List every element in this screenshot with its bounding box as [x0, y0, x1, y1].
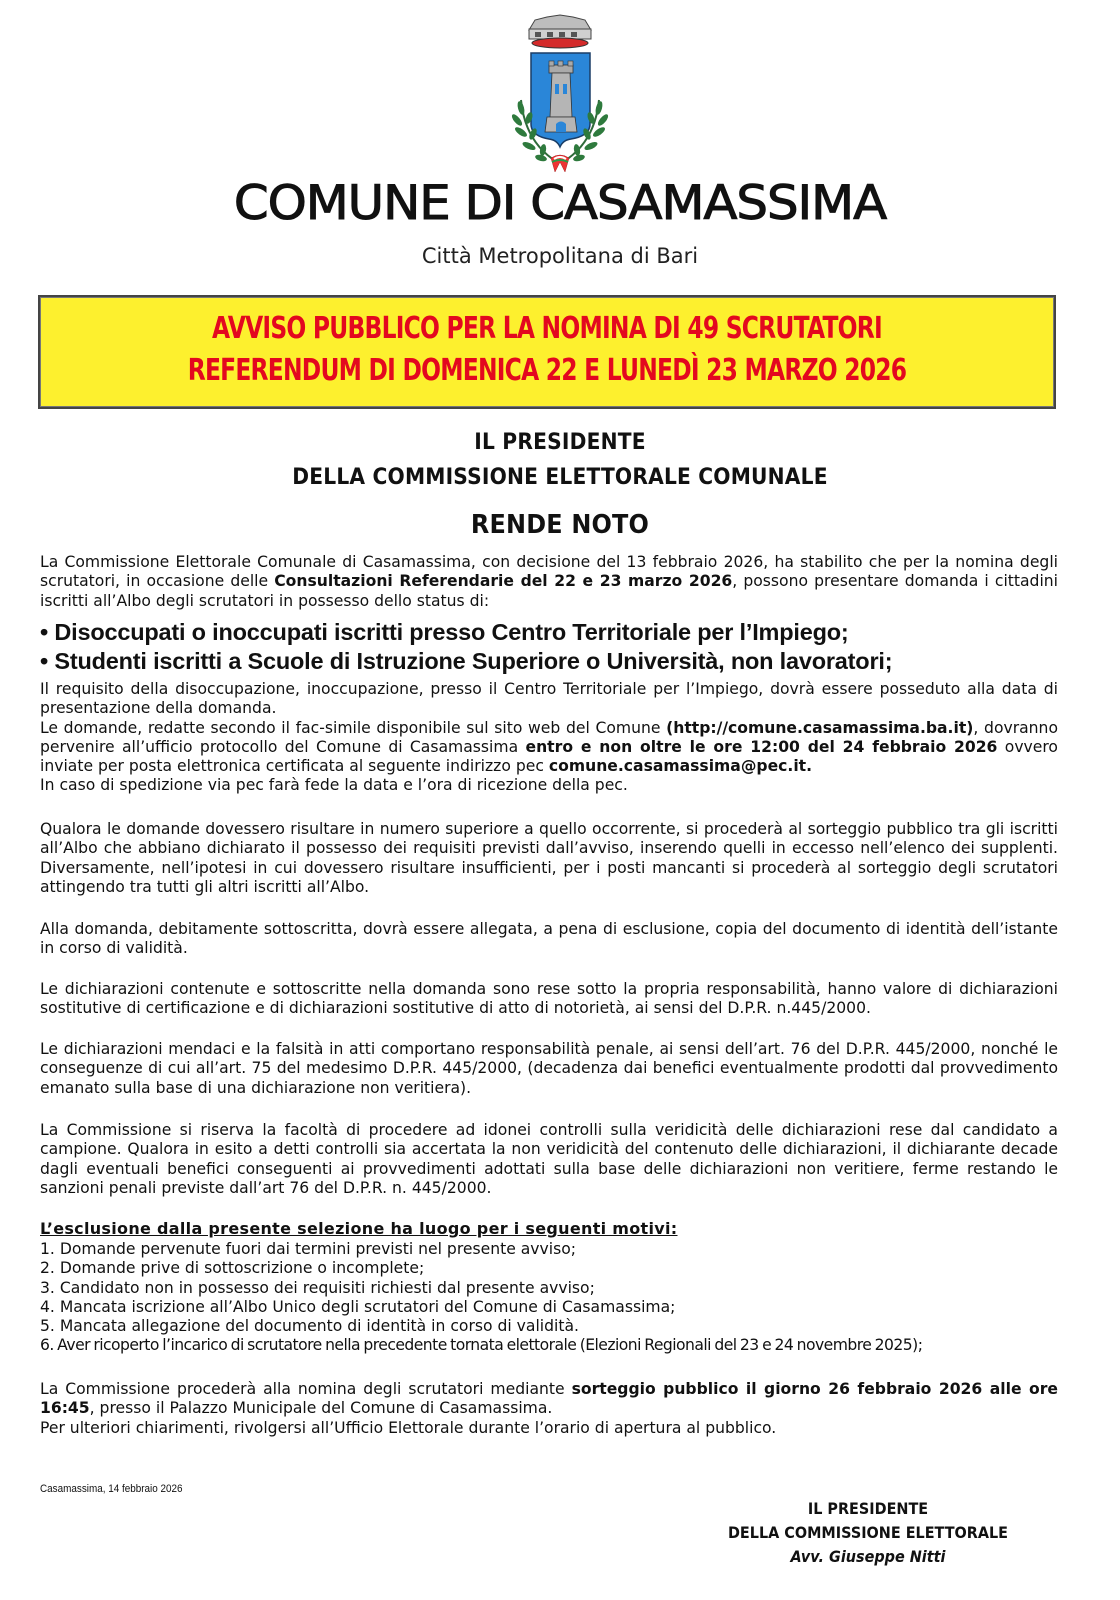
- application-text-2: , dovranno pervenire all’ufficio protocollo del Comune di Casamassima: [40, 718, 1058, 756]
- signature-role: DELLA COMMISSIONE ELETTORALE: [727, 1523, 1009, 1542]
- contact-note: Per ulteriori chiarimenti, rivolgersi all’Ufficio Elettorale durante l’orario di apertura al pubblico.: [40, 1418, 777, 1437]
- deadline-text: entro e non oltre le ore 12:00 del 24 febbraio 2026: [525, 737, 998, 756]
- intro-text: La Commissione Elettorale Comunale di Casamassima, con decisione del 13 febbraio 2026, ha stabilito che per la nomina degli scrutatori, in occasione delle: [40, 553, 1058, 591]
- page-title: COMUNE DI CASAMASSIMA: [233, 176, 887, 231]
- intro-paragraph: [40, 553, 1058, 611]
- exclusion-item: 5. Mancata allegazione del documento di identità in corso di validità.: [40, 1317, 579, 1336]
- requirement-item: • Disoccupati o inoccupati iscritti presso Centro Territoriale per l’Impiego;: [40, 619, 849, 645]
- pec-email-link[interactable]: comune.casamassima@pec.it.: [548, 757, 813, 776]
- exclusion-item: 3. Candidato non in possesso dei requisiti richiesti dal presente avviso;: [40, 1278, 595, 1297]
- mendaci-paragraph: Le dichiarazioni mendaci e la falsità in atti comportano responsabilità penale, ai sensi dell’art. 76 del D.P.R. 445/2000, nonché le conseguenze di cui all’art. 75 del medesimo D.P.R. 445/2000, (decadenza dai benefici eventualmente prodotti dal provvedimento emanato sulla base di una dichiarazione non veritiera).: [40, 1040, 1058, 1097]
- allegato-paragraph: Alla domanda, debitamente sottoscritta, dovrà essere allegata, a pena di esclusione, copia del documento di identità dell’istante in corso di validità.: [40, 920, 1058, 958]
- requirement-note: Il requisito della disoccupazione, inoccupazione, presso il Centro Territoriale per l’Impiego, dovrà essere posseduto alla data di presentazione della domanda.: [40, 680, 1058, 718]
- coat-of-arms-icon: [491, 12, 629, 177]
- requirement-item: • Studenti iscritti a Scuole di Istruzione Superiore o Università, non lavoratori;: [40, 648, 893, 674]
- exclusion-item: 1. Domande pervenute fuori dai termini previsti nel presente avviso;: [40, 1240, 577, 1258]
- banner-subtitle: REFERENDUM DI DOMENICA 22 E LUNEDÌ 23 MARZO 2026: [187, 353, 907, 388]
- heading-president: IL PRESIDENTE: [474, 430, 646, 455]
- page-subtitle: Città Metropolitana di Bari: [421, 244, 699, 268]
- exclusion-item: 2. Domande prive di sottoscrizione o incomplete;: [40, 1259, 425, 1278]
- application-text-3: ovvero inviate per posta elettronica certificata al seguente indirizzo pec: [40, 737, 1058, 776]
- exclusion-item: 6. Aver ricoperto l’incarico di scrutatore nella precedente tornata elettorale (Elezioni Regionali del 23 e 24 novembre 2025);: [40, 1336, 923, 1355]
- heading-rende-noto: RENDE NOTO: [470, 510, 650, 540]
- exclusion-title: L’esclusione dalla presente selezione ha luogo per i seguenti motivi:: [40, 1219, 678, 1238]
- status-requirements-list: [40, 618, 1080, 676]
- draw-date-text: sorteggio pubblico il giorno 26 febbraio 2026 alle ore 16:45: [40, 1380, 1058, 1418]
- exclusion-item: 4. Mancata iscrizione all’Albo Unico degli scrutatori del Comune di Casamassima;: [40, 1297, 676, 1316]
- notice-banner: [38, 295, 1056, 409]
- banner-title: AVVISO PUBBLICO PER LA NOMINA DI 49 SCRUTATORI: [212, 311, 882, 346]
- heading-commission: DELLA COMMISSIONE ELETTORALE COMUNALE: [292, 465, 828, 490]
- dichiarazioni-paragraph: Le dichiarazioni contenute e sottoscritte nella domanda sono rese sotto la propria responsabilità, hanno valore di dichiarazioni sostitutive di certificazione e di dichiarazioni sostitutive di atto di notorietà, ai sensi del D.P.R. n.445/2000.: [40, 980, 1058, 1018]
- exclusion-list: [40, 1240, 1070, 1356]
- place-date: Casamassima, 14 febbraio 2026: [40, 1483, 183, 1495]
- website-link[interactable]: (http://comune.casamassima.ba.it): [666, 718, 974, 737]
- requirements-paragraph: [40, 680, 1058, 796]
- application-text: Le domande, redatte secondo il fac-simile disponibile sul sito web del Comune: [40, 718, 667, 737]
- closing-text: La Commissione procederà alla nomina degli scrutatori mediante: [40, 1380, 572, 1398]
- intro-text-end: , possono presentare domanda i cittadini iscritti all’Albo degli scrutatori in possesso dello status di:: [40, 572, 1059, 610]
- intro-highlight: Consultazioni Referendarie del 22 e 23 marzo 2026: [274, 572, 733, 591]
- signature-name: Avv. Giuseppe Nitti: [790, 1547, 946, 1566]
- closing-text-2: , presso il Palazzo Municipale del Comune di Casamassima.: [89, 1399, 553, 1418]
- controlli-paragraph: La Commissione si riserva la facoltà di procedere ad idonei controlli sulla veridicità delle dichiarazioni rese dal candidato a campione. Qualora in esito a detti controlli sia accertata la non veridicità del contenuto delle dichiarazioni, il dichiarante decade dagli eventuali benefici conseguenti ai provvedimenti adottati sulla base delle dichiarazioni non veritiere, ferme restando le sanzioni penali previste dall’art 76 del D.P.R. n. 445/2000.: [40, 1121, 1058, 1197]
- signature-title: IL PRESIDENTE: [807, 1499, 929, 1518]
- sorteggio-paragraph: Qualora le domande dovessero risultare in numero superiore a quello occorrente, si procederà al sorteggio pubblico tra gli iscritti all’Albo che abbiano dichiarato il possesso dei requisiti previsti dall’avviso, inserendo quelli in eccesso nell’elenco dei supplenti. Diversamente, nell’ipotesi in cui dovessero risultare insufficienti, per i posti mancanti si procederà al sorteggio degli scrutatori attingendo tra tutti gli altri iscritti all’Albo.: [40, 820, 1058, 896]
- closing-paragraph: [40, 1380, 1058, 1438]
- signature-block: [717, 1497, 1019, 1569]
- pec-note: In caso di spedizione via pec farà fede la data e l’ora di ricezione della pec.: [40, 776, 628, 795]
